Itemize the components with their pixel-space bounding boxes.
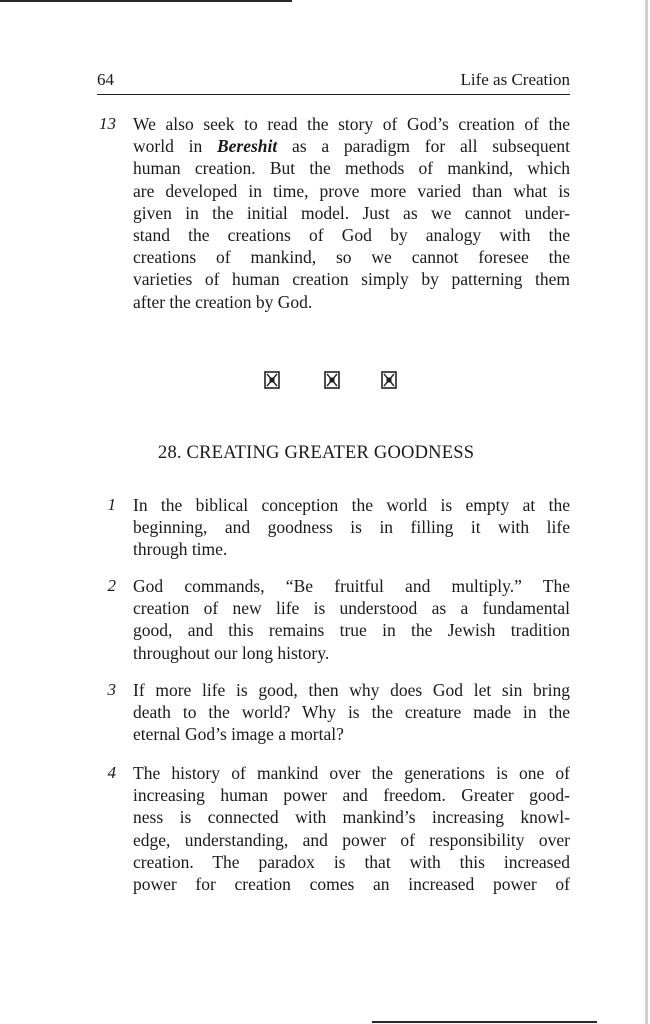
- paragraph-4: [92, 762, 570, 902]
- page-number: 64: [97, 70, 114, 89]
- text-line: God commands, “Be fruitful and multiply.” The: [133, 576, 570, 596]
- fleuron-ornament-icon: [324, 371, 340, 389]
- italic-title: Bereshit: [216, 136, 278, 157]
- paragraph-text: [133, 762, 570, 895]
- text-line: increasing human power and freedom. Greater good-: [133, 785, 570, 806]
- text-line: given in the initial model. Just as we cannot under-: [133, 202, 570, 223]
- text-line: eternal God’s image a mortal?: [133, 724, 344, 745]
- running-head: [97, 70, 570, 95]
- text-line: stand the creations of God by analogy with the: [133, 225, 570, 246]
- paragraph-1: [92, 494, 570, 564]
- text-line: after the creation by God.: [133, 291, 313, 312]
- paragraph-number: 4: [107, 763, 116, 782]
- text-line: beginning, and goodness is in filling it with life: [133, 517, 570, 538]
- section-heading: 28. CREATING GREATER GOODNESS: [158, 443, 475, 463]
- text-line: throughout our long history.: [133, 642, 330, 663]
- text-line: creation of new life is understood as a fundamental: [133, 598, 570, 619]
- paragraph-text: [133, 679, 570, 746]
- paragraph-2: [92, 575, 570, 667]
- text-line: are developed in time, prove more varied than what is: [133, 180, 570, 201]
- text-line: [133, 135, 570, 157]
- scan-page-edge: [645, 0, 648, 1024]
- text-line: ness is connected with mankind’s increasing knowl-: [133, 807, 570, 828]
- text-line: creations of mankind, so we cannot foresee the: [133, 247, 570, 268]
- paragraph-text: [133, 113, 570, 313]
- paragraph-number: 3: [107, 680, 116, 699]
- text-line: creation. The paradox is that with this increased: [133, 851, 570, 872]
- text-line: through time.: [133, 539, 228, 560]
- text-line: death to the world? Why is the creature made in the: [133, 702, 570, 723]
- paragraph-number: 2: [107, 576, 116, 595]
- text-line: If more life is good, then why does God let sin bring: [133, 680, 570, 700]
- paragraph-3: [92, 679, 570, 749]
- scan-line-top: [0, 0, 292, 2]
- fleuron-ornament-icon: [381, 371, 397, 389]
- text-line: power for creation comes an increased power of: [133, 874, 570, 895]
- text-run: as a paradigm for all subsequent: [277, 136, 570, 157]
- paragraph-number: 1: [107, 495, 116, 514]
- text-line: In the biblical conception the world is empty at the: [133, 495, 570, 515]
- text-run: world in: [133, 136, 217, 157]
- section-break-ornaments: [264, 371, 400, 393]
- paragraph-text: [133, 494, 570, 561]
- paragraph-13: [92, 113, 570, 313]
- text-line: edge, understanding, and power of responsibility over: [133, 829, 570, 850]
- text-line: The history of mankind over the generations is one of: [133, 763, 570, 783]
- text-line: human creation. But the methods of mankind, which: [133, 158, 570, 179]
- scan-line-bottom: [372, 1021, 597, 1023]
- text-line: good, and this remains true in the Jewish tradition: [133, 620, 570, 641]
- running-title: Life as Creation: [460, 70, 570, 89]
- paragraph-text: [133, 575, 570, 664]
- paragraph-number: 13: [99, 114, 116, 133]
- text-line: We also seek to read the story of God’s creation of the: [133, 114, 570, 134]
- fleuron-ornament-icon: [264, 371, 280, 389]
- text-line: varieties of human creation simply by patterning them: [133, 269, 570, 290]
